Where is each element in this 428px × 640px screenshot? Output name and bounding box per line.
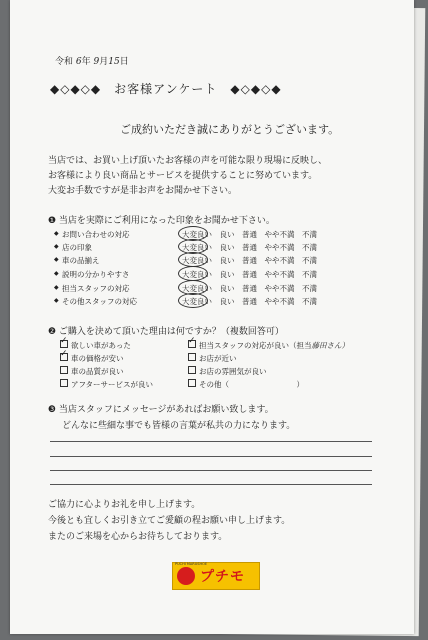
date-month: 9 — [93, 57, 100, 67]
checkmark-icon: ✓ — [60, 336, 68, 346]
reason-label: アフターサービスが良い — [71, 380, 153, 389]
triangle-bullet-icon: ◆ — [54, 256, 59, 263]
reason-label: その他（ ） — [199, 380, 304, 389]
rating-row — [54, 255, 384, 267]
puchimo-logo — [172, 562, 260, 590]
triangle-bullet-icon: ◆ — [54, 297, 59, 304]
reason-label: 車の品質が良い — [71, 367, 124, 376]
reason-option[interactable] — [188, 379, 304, 390]
checkbox[interactable] — [60, 349, 68, 361]
rating-options[interactable]: 大変良い 良い 普通 やや不満 不満 — [182, 243, 317, 252]
reason-label: お店の雰囲気が良い — [199, 367, 267, 376]
intro-line: 大変お手数ですが是非お声をお聞かせ下さい。 — [48, 186, 238, 196]
reason-option[interactable] — [188, 353, 237, 364]
rating-options[interactable]: 大変良い 良い 普通 やや不満 不満 — [182, 270, 317, 279]
rating-options[interactable]: 大変良い 良い 普通 やや不満 不満 — [182, 284, 317, 293]
logo-text: プチモ — [200, 569, 245, 585]
rating-options[interactable]: 大変良い 良い 普通 やや不満 不満 — [182, 256, 317, 265]
rating-row — [54, 229, 384, 241]
question-1-heading: ❶ 当店を実際にご利用になった印象をお聞かせ下さい。 — [48, 216, 275, 226]
date-month-unit: 月 — [99, 57, 109, 67]
rating-row — [54, 269, 384, 281]
checkbox[interactable] — [188, 336, 196, 348]
rating-row-label: その他スタッフの対応 — [62, 297, 137, 306]
rating-row-label: 車の品揃え — [62, 256, 100, 265]
logo-mark-icon — [177, 567, 195, 585]
date-year: 6 — [75, 57, 82, 67]
message-line[interactable] — [50, 441, 372, 442]
message-line[interactable] — [50, 484, 372, 485]
checkmark-icon: ✓ — [60, 349, 68, 359]
triangle-bullet-icon: ◆ — [54, 230, 59, 237]
date-year-unit: 年 — [81, 57, 91, 67]
rating-row — [54, 283, 384, 295]
checkbox[interactable] — [188, 353, 196, 361]
rating-row — [54, 242, 384, 254]
reason-label: 欲しい車があった — [71, 341, 131, 350]
checkbox[interactable] — [60, 336, 68, 348]
date-day-unit: 日 — [119, 57, 129, 67]
checkbox[interactable] — [60, 379, 68, 387]
question-3-heading: ❸ 当店スタッフにメッセージがあればお願い致します。 — [48, 405, 274, 415]
closing-line: ご協力に心よりお礼を申し上げます。 — [48, 500, 201, 510]
reason-option[interactable] — [188, 336, 349, 351]
rating-options[interactable]: 大変良い 良い 普通 やや不満 不満 — [182, 230, 317, 239]
survey-sheet — [10, 0, 414, 634]
closing-text — [48, 497, 290, 545]
reason-option[interactable] — [60, 366, 124, 377]
survey-date — [55, 54, 129, 67]
reason-label: お店が近い — [199, 354, 237, 363]
intro-line: 当店では、お買い上げ頂いたお客様の声を可能な限り現場に反映し、 — [48, 156, 328, 166]
rating-row-label: 説明の分かりやすさ — [62, 270, 130, 279]
checkbox[interactable] — [188, 366, 196, 374]
closing-line: またのご来場を心からお待ちしております。 — [48, 532, 228, 542]
rating-row-label: お問い合わせの対応 — [62, 230, 130, 239]
survey-title: ◆◇◆◇◆ お客様アンケート ◆◇◆◇◆ — [50, 82, 282, 96]
rating-options[interactable]: 大変良い 良い 普通 やや不満 不満 — [182, 297, 317, 306]
message-line[interactable] — [50, 456, 372, 457]
date-day: 15 — [108, 57, 120, 67]
intro-text — [48, 154, 327, 199]
closing-line: 今後とも宜しくお引き立てご愛顧の程お願い申し上げます。 — [48, 516, 291, 526]
reason-label: 担当スタッフの対応が良い（担当 — [199, 341, 312, 350]
intro-line: お客様により良い商品とサービスを提供することに努めています。 — [48, 171, 318, 181]
date-era: 令和 — [55, 57, 74, 67]
checkmark-icon: ✓ — [188, 336, 196, 346]
message-line[interactable] — [50, 470, 372, 471]
triangle-bullet-icon: ◆ — [54, 243, 59, 250]
rating-row — [54, 296, 384, 308]
question-3-subtext: どんなに些細な事でも皆様の言葉が私共の力になります。 — [62, 421, 296, 431]
question-2-heading: ❷ ご購入を決めて頂いた理由は何ですか？（複数回答可） — [48, 327, 284, 337]
thanks-message: ご成約いただき誠にありがとうございます。 — [120, 123, 340, 136]
reason-option[interactable] — [188, 366, 267, 377]
reason-option[interactable] — [60, 379, 153, 390]
rating-row-label: 担当スタッフの対応 — [62, 284, 130, 293]
reason-option[interactable] — [60, 349, 124, 364]
reason-label: 車の価格が安い — [71, 354, 124, 363]
checkbox[interactable] — [188, 379, 196, 387]
checkbox[interactable] — [60, 366, 68, 374]
logo-small-text: PUCHI MARUSHOE — [175, 562, 208, 566]
rating-row-label: 店の印象 — [62, 243, 92, 252]
triangle-bullet-icon: ◆ — [54, 270, 59, 277]
reason-option[interactable] — [60, 336, 131, 351]
triangle-bullet-icon: ◆ — [54, 284, 59, 291]
staff-name-handwritten: 藤田さん） — [311, 341, 349, 350]
